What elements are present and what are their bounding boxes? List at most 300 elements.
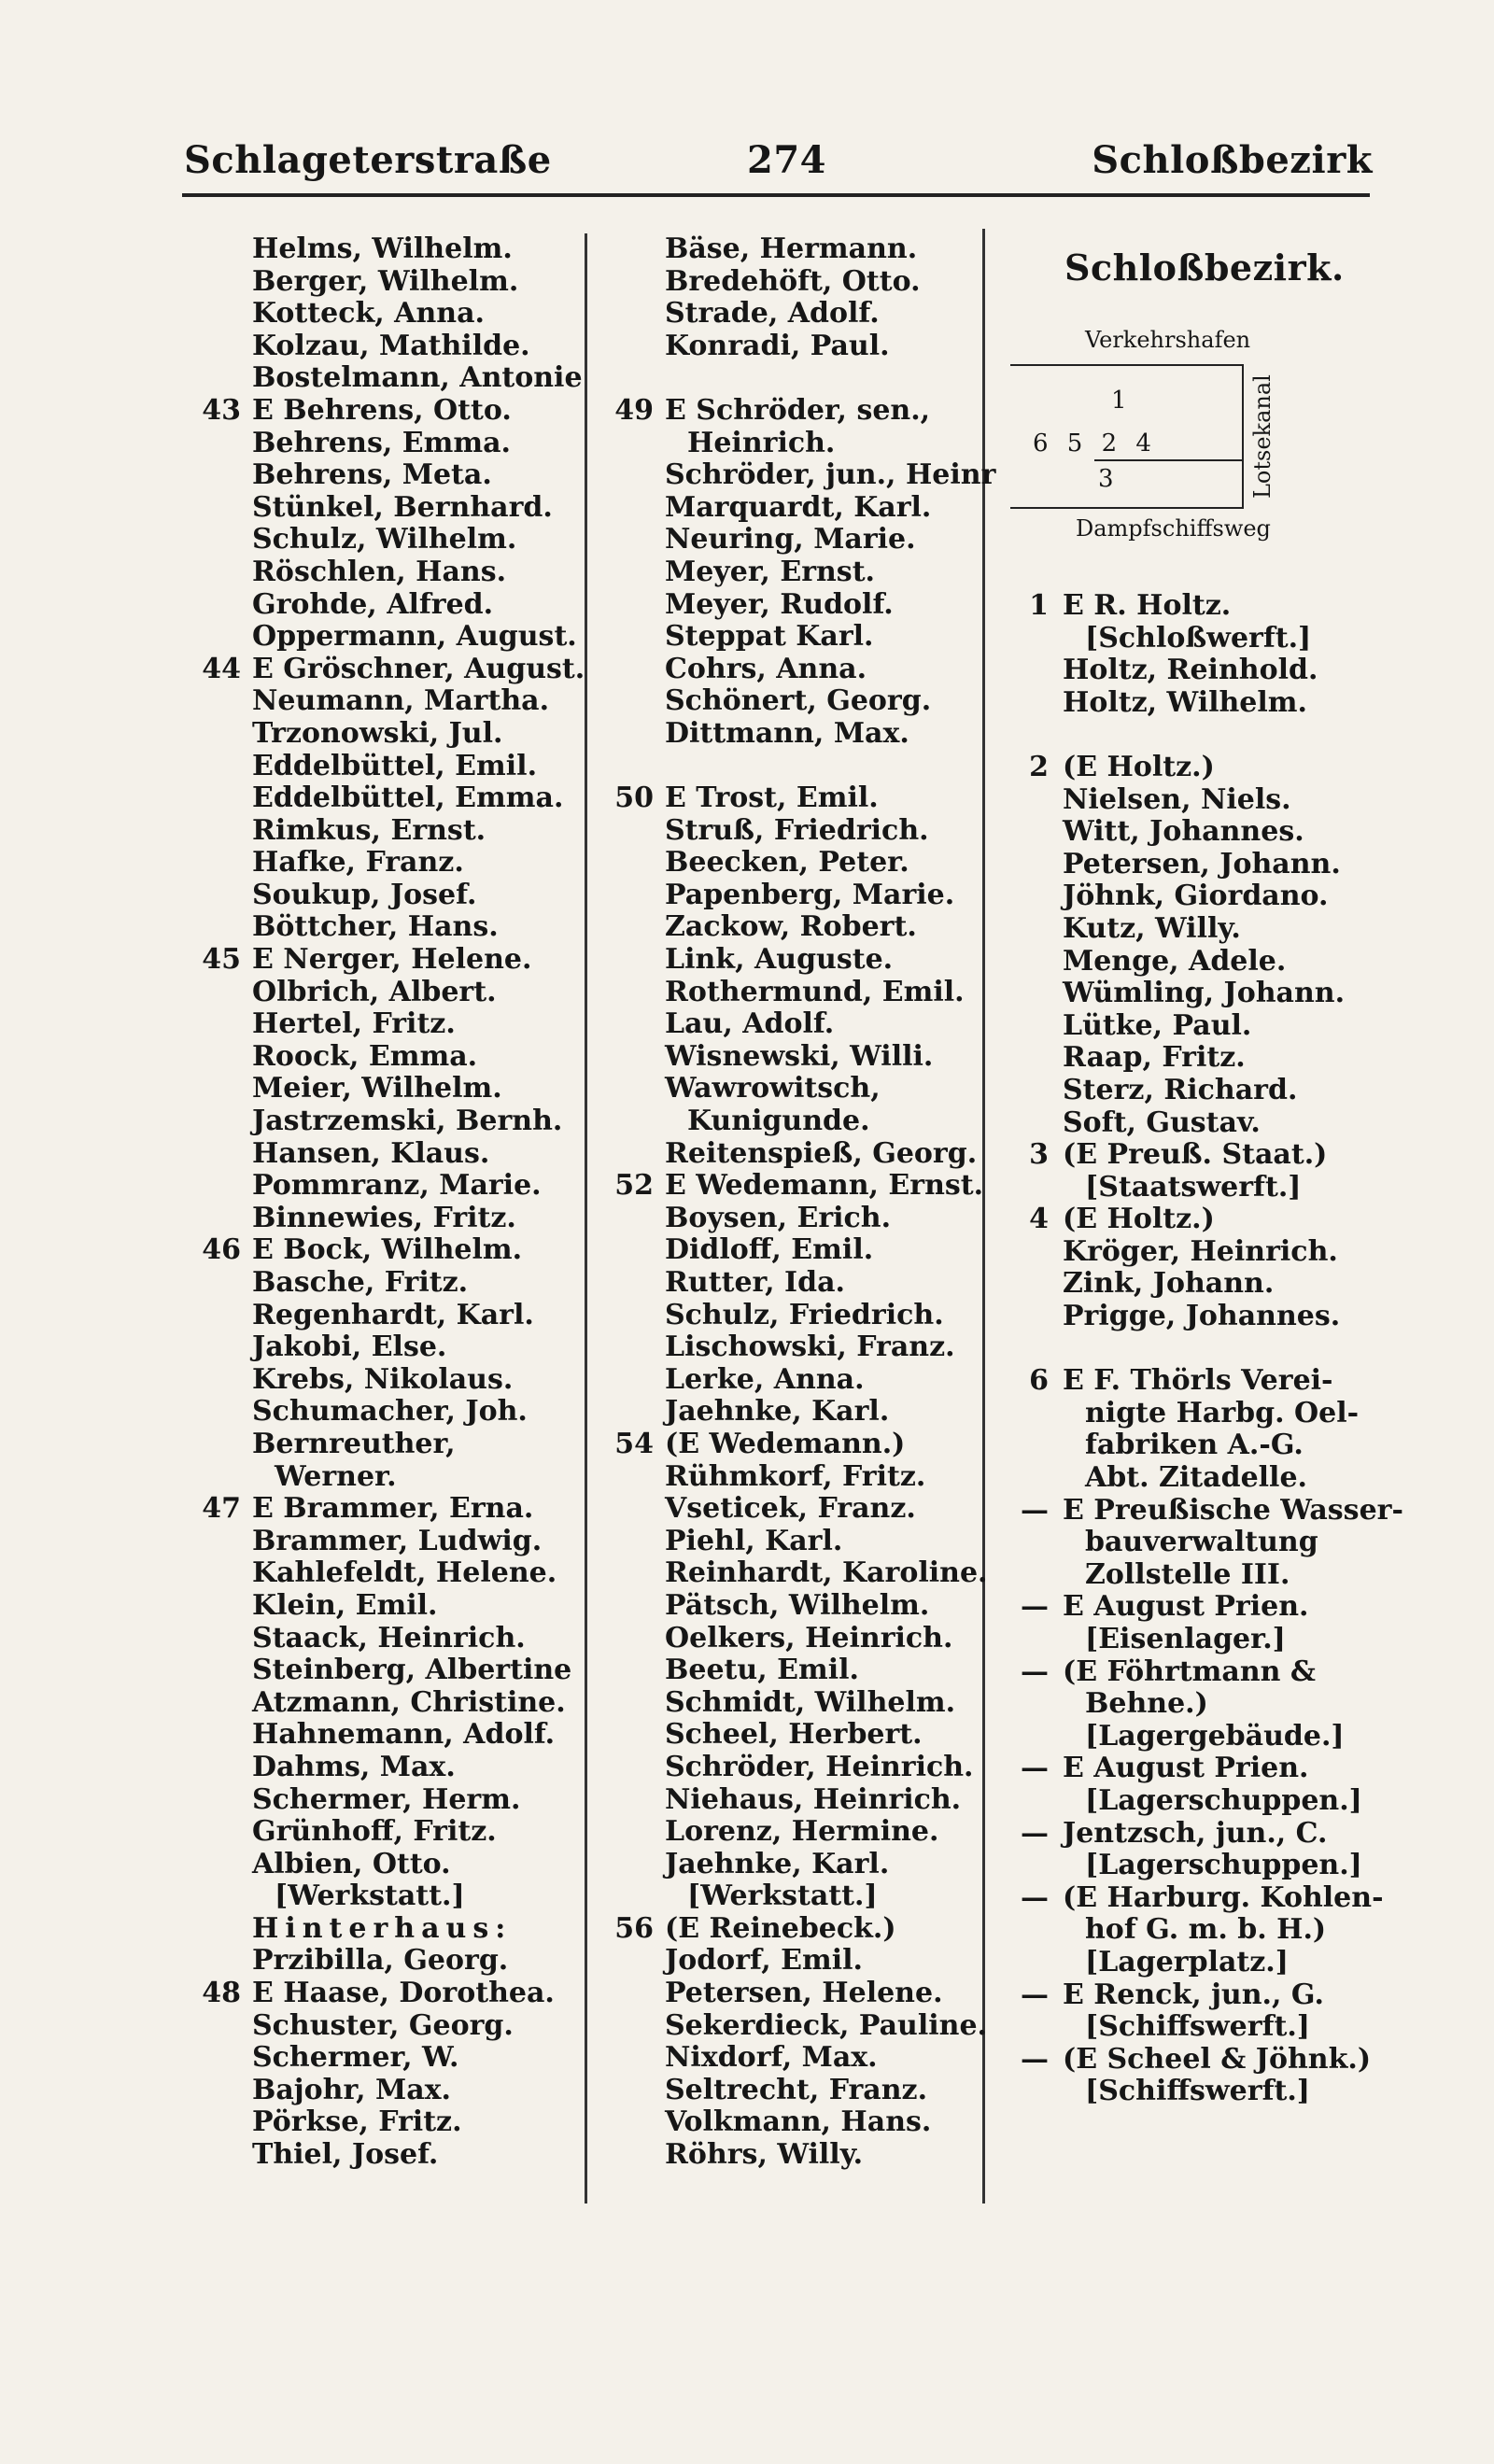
entry-text: Hinterhaus:	[252, 1911, 513, 1945]
house-number: 6	[1029, 1364, 1049, 1398]
entry-text: Steinberg, Albertine	[252, 1654, 572, 1687]
entry-text: Schermer, W.	[252, 2041, 459, 2075]
list-item	[1063, 1010, 1403, 1043]
list-item	[665, 266, 995, 299]
list-item	[665, 1073, 995, 1105]
list-item	[252, 685, 585, 718]
list-item	[665, 880, 995, 912]
list-item	[665, 1978, 995, 2010]
list-item	[665, 1784, 995, 1817]
house-number: —	[1021, 1978, 1049, 2011]
list-item	[665, 847, 995, 880]
header-left-street: Schlageterstraße	[184, 138, 552, 182]
entry-text: Hansen, Klaus.	[252, 1136, 490, 1170]
entry-text: Basche, Fritz.	[252, 1266, 469, 1299]
list-item	[665, 654, 995, 686]
list-item	[252, 362, 585, 395]
entry-text: Böttcher, Hans.	[252, 910, 499, 944]
entry-text: Soft, Gustav.	[1063, 1105, 1261, 1139]
entry-text: Holtz, Reinhold.	[1063, 654, 1318, 687]
list-item	[1063, 2011, 1403, 2044]
entry-text: Zackow, Robert.	[665, 910, 917, 944]
entry-text: Albien, Otto.	[252, 1847, 451, 1880]
list-item	[665, 1557, 995, 1590]
entry-text: Schröder, Heinrich.	[665, 1750, 974, 1783]
house-number: —	[1021, 1816, 1049, 1850]
list-item	[1063, 655, 1403, 687]
list-item	[614, 1169, 995, 1203]
entry-text: E R. Holtz.	[1063, 589, 1232, 622]
list-item	[1063, 913, 1403, 946]
house-number: 43	[202, 393, 241, 427]
entry-text: Schröder, jun., Heinr	[665, 458, 996, 492]
header-right-district: Schloßbezirk	[1092, 138, 1373, 182]
list-item	[1063, 1429, 1403, 1462]
list-item	[1063, 1688, 1403, 1721]
list-item	[665, 1719, 995, 1752]
list-item	[1021, 1978, 1403, 2012]
entry-text: (E Preuß. Staat.)	[1063, 1138, 1328, 1172]
list-item	[665, 1526, 995, 1558]
list-item	[1063, 1107, 1403, 1140]
entry-text: E Renck, jun., G.	[1063, 1978, 1324, 2011]
list-item	[665, 815, 995, 848]
entry-text: Kotteck, Anna.	[252, 297, 485, 331]
list-item	[665, 589, 995, 622]
harbour-diagram	[1010, 327, 1335, 551]
list-item	[252, 782, 585, 815]
list-item	[252, 298, 585, 331]
entry-text: Soukup, Josef.	[252, 878, 477, 911]
entry-text: E Brammer, Erna.	[252, 1492, 534, 1526]
list-item	[1021, 1590, 1403, 1624]
entry-text: Lau, Adolf.	[665, 1007, 835, 1041]
list-item	[252, 1105, 585, 1138]
entry-text: Krebs, Nikolaus.	[252, 1362, 514, 1396]
list-item	[252, 718, 585, 751]
list-item	[252, 266, 585, 299]
house-number: 47	[202, 1492, 241, 1526]
list-item	[252, 331, 585, 363]
entry-text: Dahms, Max.	[252, 1750, 456, 1783]
list-item	[1063, 978, 1403, 1010]
list-item	[202, 1233, 585, 1267]
diagram-line-top	[1010, 364, 1244, 366]
entry-text: Jöhnk, Giordano.	[1063, 880, 1329, 913]
entry-text: E Gröschner, August.	[252, 652, 585, 685]
list-item	[665, 2139, 995, 2172]
list-item	[202, 652, 585, 686]
entry-text: [Staatswerft.]	[1085, 1170, 1302, 1204]
entry-text: Rutter, Ida.	[665, 1266, 845, 1299]
list-item	[665, 233, 995, 266]
list-item	[252, 1752, 585, 1784]
list-item	[252, 880, 585, 912]
list-item	[252, 492, 585, 525]
entry-text: Hertel, Fritz.	[252, 1007, 456, 1041]
entry-text: Pätsch, Wilhelm.	[665, 1588, 930, 1622]
list-item	[252, 428, 585, 460]
list-item	[252, 2106, 585, 2139]
entry-text: (E Föhrtmann &	[1063, 1654, 1316, 1688]
entry-text: Seltrecht, Franz.	[665, 2073, 928, 2106]
list-item	[252, 2042, 585, 2075]
entry-text: E F. Thörls Verei-	[1063, 1364, 1333, 1398]
list-item	[252, 1073, 585, 1105]
entry-text: Behrens, Meta.	[252, 458, 492, 492]
column-2	[614, 232, 996, 2172]
diagram-line-bottom	[1010, 507, 1244, 509]
list-item	[252, 847, 585, 880]
house-number: 1	[1029, 589, 1049, 622]
entry-text: Cohrs, Anna.	[665, 652, 867, 685]
list-item	[252, 1816, 585, 1849]
house-number: 50	[614, 781, 654, 815]
entry-text: Wümling, Johann.	[1063, 977, 1346, 1010]
entry-text: Kröger, Heinrich.	[1063, 1234, 1338, 1268]
entry-text: [Schiffswerft.]	[1085, 2075, 1310, 2108]
entry-text: Pörkse, Fritz.	[252, 2105, 462, 2139]
list-item	[1063, 849, 1403, 881]
list-item	[1021, 2042, 1403, 2077]
entry-text: E Haase, Dorothea.	[252, 1977, 555, 2010]
list-item	[1021, 1654, 1403, 1689]
list-item	[1021, 1880, 1403, 1915]
list-item	[202, 393, 585, 428]
entry-text: Lerke, Anna.	[665, 1362, 865, 1396]
entry-text: Zink, Johann.	[1063, 1267, 1275, 1301]
list-item	[252, 911, 585, 944]
entry-text: Sekerdieck, Pauline.	[665, 2008, 987, 2042]
list-item	[252, 751, 585, 783]
entry-text: Jentzsch, jun., C.	[1063, 1816, 1328, 1850]
list-item	[614, 1427, 995, 1461]
entry-text: Jaehnke, Karl.	[665, 1847, 890, 1880]
list-item	[614, 1911, 995, 1946]
entry-text: Jastrzemski, Bernh.	[252, 1105, 563, 1138]
list-item	[665, 1138, 995, 1171]
list-item	[252, 1041, 585, 1074]
entry-text: E Schröder, sen.,	[665, 393, 931, 427]
entry-text: Klein, Emil.	[252, 1588, 438, 1622]
entry-text: Helms, Wilhelm.	[252, 232, 513, 265]
house-number: 54	[614, 1427, 654, 1460]
list-item	[1063, 1914, 1403, 1947]
entry-text: Röschlen, Hans.	[252, 555, 507, 588]
list-item	[1063, 1042, 1403, 1075]
entry-text: Werner.	[275, 1459, 397, 1493]
list-item	[252, 1396, 585, 1429]
list-item	[252, 1138, 585, 1171]
list-item	[1063, 1721, 1403, 1753]
list-item	[1063, 1398, 1403, 1430]
list-item	[665, 1654, 995, 1687]
entry-text: Pommranz, Marie.	[252, 1169, 542, 1203]
list-item	[665, 1267, 995, 1300]
entry-text: Hahnemann, Adolf.	[252, 1718, 556, 1752]
list-item	[665, 1849, 995, 1881]
column-divider-1	[585, 233, 587, 2204]
list-item	[1063, 880, 1403, 913]
list-item	[665, 1300, 995, 1332]
entry-text: Hafke, Franz.	[252, 846, 464, 880]
entry-text: Struß, Friedrich.	[665, 813, 929, 847]
list-item	[202, 1492, 585, 1526]
house-number: 49	[614, 393, 654, 427]
list-item	[252, 589, 585, 622]
list-item	[665, 524, 995, 556]
entry-text: Atzmann, Christine.	[252, 1685, 566, 1719]
diagram-bottom-label: Dampfschiffsweg	[1076, 515, 1271, 542]
list-item	[1029, 1364, 1403, 1398]
entry-text: Beecken, Peter.	[665, 846, 909, 880]
list-item	[665, 751, 995, 783]
list-item	[252, 1267, 585, 1300]
entry-text: Schmidt, Wilhelm.	[665, 1685, 956, 1719]
house-number: —	[1021, 1752, 1049, 1785]
entry-text: Kutz, Willy.	[1063, 911, 1241, 945]
entry-text: Bäse, Hermann.	[665, 232, 918, 265]
list-item	[252, 1784, 585, 1817]
list-item	[665, 1105, 995, 1138]
list-item	[665, 492, 995, 525]
house-number: —	[1021, 1493, 1049, 1527]
entry-text: Staack, Heinrich.	[252, 1621, 526, 1654]
list-item	[252, 556, 585, 589]
entry-text: Schuster, Georg.	[252, 2008, 514, 2042]
list-item	[1029, 1203, 1403, 1236]
entry-text: Olbrich, Albert.	[252, 975, 497, 1008]
entry-text: Raap, Fritz.	[1063, 1041, 1246, 1075]
entry-text: hof G. m. b. H.)	[1085, 1913, 1327, 1947]
house-number: 46	[202, 1233, 241, 1267]
diagram-top-label: Verkehrshafen	[1085, 327, 1251, 353]
entry-text: (E Holtz.)	[1063, 750, 1215, 783]
list-item	[665, 718, 995, 751]
entry-text: Abt. Zitadelle.	[1085, 1461, 1307, 1495]
page-number: 274	[747, 138, 826, 182]
entry-text: E August Prien.	[1063, 1752, 1309, 1785]
list-item	[665, 1461, 995, 1494]
list-item	[1021, 1752, 1403, 1785]
list-item	[252, 1461, 585, 1494]
list-item	[252, 1364, 585, 1397]
house-number: 2	[1029, 750, 1049, 783]
entry-text: Prigge, Johannes.	[1063, 1300, 1341, 1333]
list-item	[1063, 1462, 1403, 1495]
entry-text: Neuring, Marie.	[665, 523, 916, 556]
list-item	[252, 1880, 585, 1913]
list-item	[252, 1331, 585, 1364]
list-item	[665, 1008, 995, 1041]
list-item	[252, 1429, 585, 1461]
entry-text: Oppermann, August.	[252, 620, 577, 654]
diagram-number-3: 3	[1098, 465, 1114, 493]
list-item	[252, 1526, 585, 1558]
entry-text: Petersen, Helene.	[665, 1977, 943, 2010]
list-item	[665, 1493, 995, 1526]
entry-text: Bostelmann, Antonie	[252, 361, 583, 395]
entry-text: E Preußische Wasser-	[1063, 1493, 1403, 1527]
entry-text: [Werkstatt.]	[275, 1880, 465, 1913]
entry-text: Marquardt, Karl.	[665, 490, 932, 524]
entry-text: Przibilla, Georg.	[252, 1944, 509, 1978]
entry-text: Jodorf, Emil.	[665, 1944, 863, 1978]
house-number: 48	[202, 1977, 241, 2010]
entry-text: [Schloßwerft.]	[1085, 621, 1312, 655]
list-item	[252, 1719, 585, 1752]
list-item	[252, 1913, 585, 1946]
entry-text: Nixdorf, Max.	[665, 2041, 878, 2075]
entry-text: (E Holtz.)	[1063, 1203, 1215, 1236]
list-item	[665, 362, 995, 395]
list-item	[252, 977, 585, 1009]
entry-text: Binnewies, Fritz.	[252, 1201, 516, 1234]
list-item	[1029, 750, 1403, 784]
list-item	[252, 1687, 585, 1720]
entry-text: [Lagerschuppen.]	[1085, 1849, 1362, 1882]
list-item	[665, 1203, 995, 1235]
list-item	[252, 1590, 585, 1623]
entry-text: Wawrowitsch,	[665, 1072, 881, 1105]
entry-text: Oelkers, Heinrich.	[665, 1621, 953, 1654]
entry-text: Vseticek, Franz.	[665, 1492, 916, 1526]
entry-text: Neumann, Martha.	[252, 684, 550, 718]
list-item	[665, 2042, 995, 2075]
list-item	[665, 1816, 995, 1849]
entry-text: Regenhardt, Karl.	[252, 1298, 534, 1331]
list-item	[665, 331, 995, 363]
list-item	[665, 944, 995, 977]
entry-text: E Trost, Emil.	[665, 781, 879, 815]
entry-text: Petersen, Johann.	[1063, 847, 1341, 880]
entry-text: Holtz, Wilhelm.	[1063, 685, 1307, 719]
entry-text: Dittmann, Max.	[665, 716, 909, 750]
list-item	[252, 2139, 585, 2172]
list-item	[665, 1041, 995, 1074]
list-item	[202, 943, 585, 977]
entry-text: Rothermund, Emil.	[665, 975, 965, 1008]
entry-text: Schulz, Friedrich.	[665, 1298, 944, 1331]
list-item	[665, 428, 995, 460]
column-1	[202, 232, 585, 2172]
list-item	[252, 1008, 585, 1041]
list-item	[1063, 1947, 1403, 1979]
entry-text: Lischowski, Franz.	[665, 1331, 955, 1364]
entry-text: Eddelbüttel, Emma.	[252, 781, 564, 815]
list-item	[665, 1880, 995, 1913]
list-item	[252, 1623, 585, 1655]
diagram-number-1: 1	[1111, 387, 1127, 415]
entry-text: (E Wedemann.)	[665, 1427, 906, 1460]
entry-text: Lorenz, Hermine.	[665, 1815, 939, 1849]
entry-text: Schulz, Wilhelm.	[252, 523, 517, 556]
list-item	[665, 1364, 995, 1397]
entry-text: Niehaus, Heinrich.	[665, 1782, 962, 1816]
list-item	[1063, 687, 1403, 720]
entry-text: Scheel, Herbert.	[665, 1718, 923, 1752]
entry-text: Schönert, Georg.	[665, 684, 932, 718]
list-item	[665, 1687, 995, 1720]
house-number: —	[1021, 2042, 1049, 2076]
entry-text: fabriken A.-G.	[1085, 1429, 1304, 1462]
entry-text: [Werkstatt.]	[687, 1880, 878, 1913]
list-item	[665, 911, 995, 944]
entry-text: bauverwaltung	[1085, 1526, 1318, 1559]
entry-text: Rimkus, Ernst.	[252, 813, 486, 847]
list-item	[1063, 1236, 1403, 1269]
list-item	[1063, 946, 1403, 979]
entry-text: Didloff, Emil.	[665, 1233, 874, 1267]
entry-text: Berger, Wilhelm.	[252, 264, 519, 298]
entry-text: Bredehöft, Otto.	[665, 264, 921, 298]
section-title: Schloßbezirk.	[1064, 246, 1345, 289]
entry-text: [Schiffswerft.]	[1085, 2010, 1310, 2044]
list-item	[614, 781, 995, 815]
entry-text: nigte Harbg. Oel-	[1085, 1396, 1360, 1429]
list-item	[1063, 784, 1403, 817]
entry-text: Jaehnke, Karl.	[665, 1395, 890, 1429]
list-item	[252, 815, 585, 848]
entry-text: Kunigunde.	[687, 1105, 870, 1138]
entry-text: Volkmann, Hans.	[665, 2105, 932, 2139]
entry-text: Beetu, Emil.	[665, 1654, 859, 1687]
entry-text: Grünhoff, Fritz.	[252, 1815, 497, 1849]
list-item	[1063, 1268, 1403, 1301]
list-item	[665, 1590, 995, 1623]
entry-text: Zollstelle III.	[1085, 1557, 1290, 1591]
entry-text: Rühmkorf, Fritz.	[665, 1459, 926, 1493]
list-item	[665, 2010, 995, 2043]
list-item	[252, 1849, 585, 1881]
house-number: —	[1021, 1590, 1049, 1624]
list-item	[1063, 1333, 1403, 1366]
list-item	[1021, 1493, 1403, 1528]
list-item	[665, 1945, 995, 1978]
list-item	[252, 459, 585, 492]
entry-text: [Lagerschuppen.]	[1085, 1783, 1362, 1817]
entry-text: Eddelbüttel, Emil.	[252, 749, 538, 782]
list-item	[252, 1945, 585, 1978]
list-item	[252, 621, 585, 654]
house-number: 52	[614, 1169, 654, 1203]
entry-text: Jakobi, Else.	[252, 1331, 447, 1364]
list-item	[1063, 623, 1403, 655]
list-item	[665, 977, 995, 1009]
list-item	[1063, 816, 1403, 849]
entry-text: Behne.)	[1085, 1687, 1208, 1721]
entry-text: Reitenspieß, Georg.	[665, 1136, 978, 1170]
entry-text: Schumacher, Joh.	[252, 1395, 528, 1429]
entry-text: (E Harburg. Kohlen-	[1063, 1880, 1384, 1914]
list-item	[252, 1557, 585, 1590]
list-item	[252, 1300, 585, 1332]
entry-text: Trzonowski, Jul.	[252, 716, 503, 750]
entry-text: Boysen, Erich.	[665, 1201, 892, 1234]
entry-text: Schermer, Herm.	[252, 1782, 521, 1816]
entry-text: (E Scheel & Jöhnk.)	[1063, 2042, 1372, 2076]
entry-text: Menge, Adele.	[1063, 944, 1287, 978]
list-item	[665, 298, 995, 331]
entry-text: Sterz, Richard.	[1063, 1073, 1298, 1106]
entry-text: Bernreuther,	[252, 1427, 456, 1460]
entry-text: Stünkel, Bernhard.	[252, 490, 553, 524]
entry-text: E Behrens, Otto.	[252, 393, 512, 427]
entry-text: Meyer, Rudolf.	[665, 587, 894, 621]
house-number: 44	[202, 652, 241, 685]
list-item	[665, 459, 995, 492]
list-item	[665, 1752, 995, 1784]
